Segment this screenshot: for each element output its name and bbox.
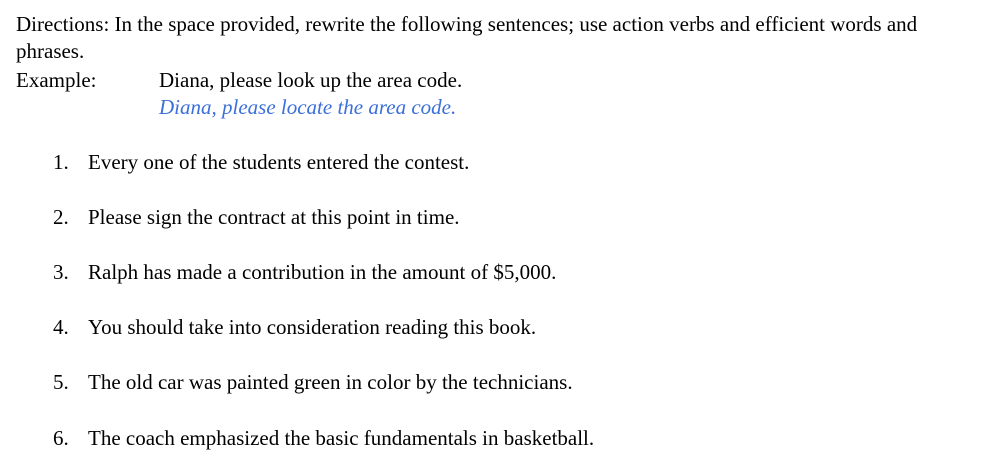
exercise-number: 2. <box>53 205 69 229</box>
exercise-number: 5. <box>53 370 69 394</box>
exercise-sentence: You should take into consideration reading this book. <box>88 315 537 339</box>
exercise-sentence: The old car was painted green in color by the technicians. <box>88 370 573 394</box>
exercise-sentence: The coach emphasized the basic fundamentals in basketball. <box>88 426 595 450</box>
exercise-sentence: Every one of the students entered the contest. <box>88 150 470 174</box>
exercise-number: 6. <box>53 426 69 450</box>
exercise-sentence: Ralph has made a contribution in the amount of $5,000. <box>88 260 557 284</box>
exercise-number: 1. <box>53 150 69 174</box>
example-answer: Diana, please locate the area code. <box>159 95 457 119</box>
example-label: Example: <box>16 68 97 92</box>
directions-text: Directions: In the space provided, rewrite the following sentences; use action verbs and efficient words and phrases. <box>16 12 918 63</box>
example-sentence: Diana, please look up the area code. <box>159 68 463 92</box>
exercise-number: 3. <box>53 260 69 284</box>
exercise-sentence: Please sign the contract at this point in time. <box>88 205 460 229</box>
exercise-number: 4. <box>53 315 69 339</box>
